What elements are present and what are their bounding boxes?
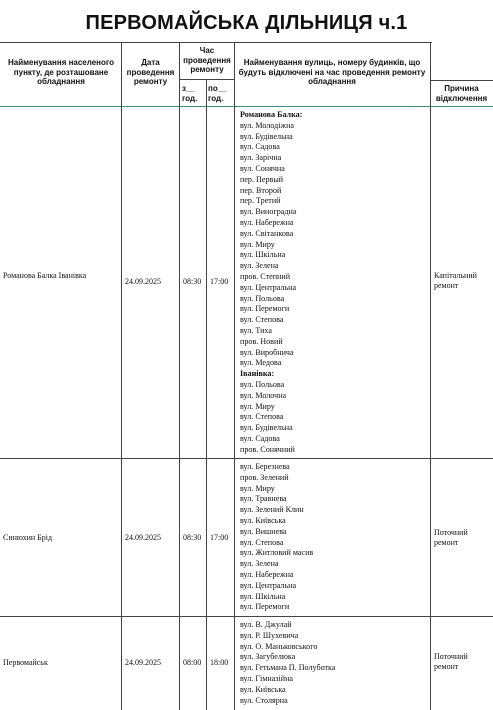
street-item: вул. Молодіжна [240, 120, 294, 130]
street-item: вул. Зелена [240, 261, 279, 271]
time-sub-line [180, 79, 234, 80]
street-item: вул. Р. Шухевича [240, 630, 299, 640]
street-item: вул. Перемоги [240, 304, 290, 314]
street-item: вул. О. Маньковського [240, 641, 318, 651]
street-item: вул. Будівельна [240, 131, 293, 141]
header-top-line [0, 42, 432, 43]
page-title: ПЕРВОМАЙСЬКА ДІЛЬНИЦЯ ч.1 [85, 12, 408, 34]
header-reason: Причина відключення [435, 84, 488, 103]
street-item: вул. Травнева [240, 494, 287, 504]
street-item: вул. Зарічна [240, 153, 282, 163]
row3-from: 08:00 [183, 658, 202, 667]
row2-to: 17:00 [210, 533, 229, 542]
street-item: вул. Степова [240, 537, 284, 547]
street-item: вул. Набережна [240, 217, 294, 227]
street-item: вул. Загубелюка [240, 652, 296, 662]
street-item: вул. Житловий масив [240, 548, 314, 558]
street-item: вул. Зелений Клин [240, 505, 304, 515]
street-item: вул. Вишнева [240, 526, 287, 536]
header-from: з__ год. [182, 84, 198, 103]
reason-top-line [430, 80, 493, 81]
row1-bottom-line [0, 458, 493, 459]
header-to: по__ год. [208, 84, 227, 103]
row2-date: 24.09.2025 [125, 533, 161, 542]
street-item: пров. Сонячний [240, 444, 295, 454]
col-line-3 [206, 79, 207, 710]
street-item: вул. Зелена [240, 559, 279, 569]
street-item: вул. Степова [240, 412, 284, 422]
row2-bottom-line [0, 616, 493, 617]
row2-reason: Поточний ремонт [434, 528, 468, 547]
row1-to: 17:00 [210, 277, 229, 286]
col-line-4 [234, 42, 235, 710]
row3-date: 24.09.2025 [125, 658, 161, 667]
street-item: вул. Виробнича [240, 347, 294, 357]
street-item: вул. Тиха [240, 325, 272, 335]
header-time: Час проведення ремонту [183, 46, 231, 74]
street-item: пров. Зелений [240, 472, 289, 482]
street-item: пров. Новий [240, 336, 283, 346]
street-item: вул. Гетьмана П. Полуботка [240, 663, 336, 673]
row3-reason: Поточний ремонт [434, 652, 468, 671]
header-date: Дата проведення ремонту [126, 58, 175, 86]
street-item: вул. Столярна [240, 695, 288, 705]
street-item: вул. В. Джулай [240, 620, 292, 629]
col-line-2 [179, 42, 180, 710]
street-item: вул. Степова [240, 315, 284, 325]
col-line-5 [430, 42, 431, 710]
street-item: вул. Набережна [240, 569, 294, 579]
street-item: вул. Світанкова [240, 228, 294, 238]
street-item: пров. Степний [240, 271, 291, 281]
street-item: вул. Київська [240, 515, 286, 525]
street-item: вул. Садова [240, 433, 280, 443]
street-item: вул. Миру [240, 401, 275, 411]
row1-settlement: Романова Балка Іванівка [3, 271, 87, 280]
row1-streets [240, 110, 302, 456]
street-item: вул. Медова [240, 358, 282, 368]
street-item: вул. Шкільна [240, 591, 286, 601]
street-item: вул. Центральна [240, 580, 297, 590]
row1-reason: Капітальний ремонт [434, 271, 477, 290]
street-item: пер. Второй [240, 185, 282, 195]
header-bottom-line [0, 106, 493, 107]
street-item: вул. Виноградна [240, 207, 297, 217]
street-item: вул. Перемоги [240, 602, 290, 612]
street-item: вул. Березнева [240, 462, 290, 471]
street-item: вул. Садова [240, 142, 280, 152]
street-item: вул. Польова [240, 293, 285, 303]
street-item: вул. Молочна [240, 390, 287, 400]
street-item: вул. Будівельна [240, 423, 293, 433]
row2-from: 08:30 [183, 533, 202, 542]
row3-streets [240, 620, 335, 706]
header-streets: Найменування вулиць, номеру будинків, що будуть відключені на час проведення ремонту обладнання [238, 58, 426, 86]
street-item: вул. Миру [240, 239, 275, 249]
row2-streets [240, 462, 313, 613]
row1-from: 08:30 [183, 277, 202, 286]
col-line-1 [121, 42, 122, 710]
street-item: вул. Центральна [240, 282, 297, 292]
row1-date: 24.09.2025 [125, 277, 161, 286]
row3-to: 18:00 [210, 658, 229, 667]
header-settlement: Найменування населеного пункту, де розташоване обладнання [7, 58, 115, 86]
row3-settlement: Первомайськ [3, 658, 48, 667]
street-item: вул. Гімназійна [240, 673, 293, 683]
street-item: вул. Миру [240, 483, 275, 493]
street-item: пер. Третий [240, 196, 281, 206]
street-item: вул. Шкільна [240, 250, 286, 260]
row2-settlement: Синюхин Брід [3, 533, 53, 542]
street-group-location: Іванівка: [240, 369, 275, 379]
street-item: вул. Польова [240, 379, 285, 389]
street-item: вул. Київська [240, 684, 286, 694]
street-item: вул. Сонячна [240, 163, 285, 173]
street-item: пер. Первый [240, 174, 284, 184]
street-group-location: Романова Балка: [240, 110, 303, 119]
